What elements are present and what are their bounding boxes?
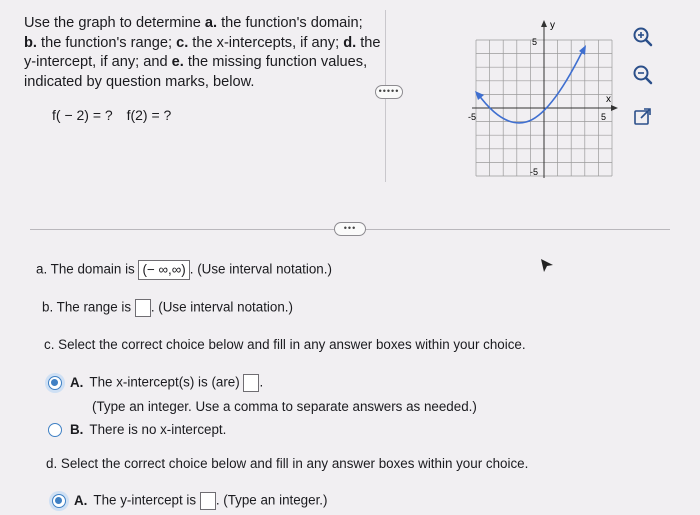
part-b-row — [42, 299, 293, 317]
option-b-letter: B. — [70, 422, 84, 437]
zoom-in-icon[interactable] — [628, 22, 658, 52]
text-d: the y-intercept, if any; and — [24, 34, 381, 70]
range-answer-box[interactable] — [135, 299, 151, 317]
label-c: c. — [176, 34, 189, 51]
y-axis-label: y — [550, 20, 555, 31]
tick-label-bottom: -5 — [530, 167, 539, 177]
part-a-row — [36, 260, 332, 280]
domain-answer-box[interactable]: (− ∞,∞) — [138, 260, 189, 280]
x-intercept-hint: (Type an integer. Use a comma to separate answers as needed.) — [92, 399, 477, 414]
question-text — [24, 14, 384, 92]
y-intercept-radio-a[interactable] — [52, 494, 66, 508]
domain-prefix: a. The domain is — [36, 261, 139, 277]
label-e: e. — [171, 54, 184, 70]
x-intercept-radio-b[interactable] — [48, 423, 62, 437]
option-d-a-suffix: . (Type an integer.) — [215, 492, 328, 508]
part-d-option-a[interactable] — [52, 492, 327, 510]
option-d-a-text: The y-intercept is — [93, 492, 200, 508]
text-c: the x-intercepts, if any; — [188, 34, 344, 51]
label-a: a. — [204, 15, 218, 31]
x-intercept-radio-a[interactable] — [48, 376, 62, 390]
x-axis-arrow — [611, 105, 618, 111]
question-intro: Use the graph to determine — [24, 15, 205, 31]
y-intercept-answer-box[interactable] — [200, 492, 216, 510]
text-b: the function's range; — [36, 34, 177, 51]
tick-label-right: 5 — [601, 112, 607, 122]
popout-icon[interactable] — [628, 102, 658, 132]
label-b: b. — [24, 34, 37, 51]
part-c-option-a[interactable] — [48, 374, 263, 392]
function-values — [52, 107, 181, 123]
tick-label-top: 5 — [532, 37, 538, 47]
option-a-letter: A. — [70, 374, 84, 390]
zoom-out-icon[interactable] — [628, 60, 658, 90]
label-d: d. — [343, 34, 357, 51]
graph-axes — [472, 24, 616, 178]
f-2-value: f(2) = ? — [126, 107, 172, 123]
option-a-text: The x-intercept(s) is (are) — [89, 374, 244, 390]
tick-label-left: -5 — [468, 112, 477, 122]
domain-suffix: . (Use interval notation.) — [189, 261, 332, 277]
function-graph — [458, 18, 618, 183]
part-c-prompt: c. Select the correct choice below and fill in any answer boxes within your choice. — [44, 337, 526, 352]
option-b-text: There is no x-intercept. — [89, 422, 227, 437]
parabola-curve — [478, 52, 582, 123]
range-prefix: b. The range is — [42, 299, 135, 315]
part-c-option-b[interactable] — [48, 422, 226, 437]
option-a-suffix: . — [259, 374, 264, 390]
f-neg2-value: f( − 2) = ? — [52, 107, 113, 123]
y-axis-arrow — [541, 20, 547, 27]
x-intercept-answer-box[interactable] — [243, 374, 259, 392]
x-axis-label: x — [606, 94, 611, 105]
part-d-prompt: d. Select the correct choice below and fill in any answer boxes within your choice. — [46, 456, 529, 471]
section-resize-handle[interactable]: ••• — [334, 222, 366, 236]
text-a: the function's domain; — [217, 15, 363, 31]
curve-arrow-left — [475, 91, 484, 100]
range-suffix: . (Use interval notation.) — [150, 299, 293, 315]
mouse-cursor-icon — [540, 258, 554, 274]
option-d-a-letter: A. — [74, 492, 88, 508]
pane-resize-handle[interactable]: ••••• — [375, 85, 403, 99]
text-e: the missing function values, indicated by question marks, below. — [24, 54, 368, 90]
